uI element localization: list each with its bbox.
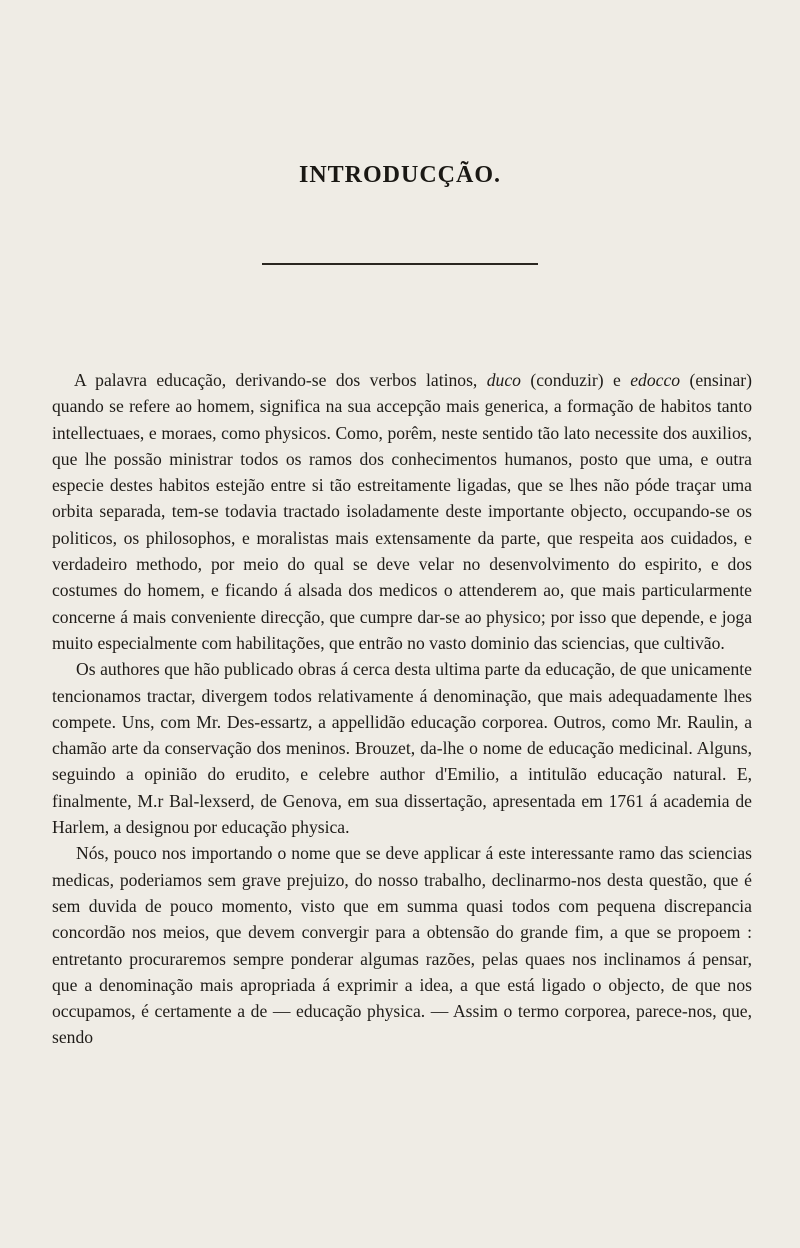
text-run: Os authores que hão publicado obras á cerca desta ultima parte da educação, de que unicamente tencionamos tractar, divergem todos relativamente á denominação, que mais adequadamente lhes compete. Uns, com Mr. Des-essartz, a appellidão educação corporea. Outros, como Mr. Raulin, a chamão arte da conservação dos meninos. Brouzet, da-lhe o nome de educação medicinal. Alguns, seguindo a opinião do erudito, e celebre author d'Emilio, a intitulão educação natural. E, finalmente, M.r Bal-lexserd, de Genova, em sua dissertação, apresentada em 1761 á academia de Harlem, a designou por educação physica. [52, 659, 752, 838]
text-run: (ensinar) quando se refere ao homem, significa na sua accepção mais generica, a formação de habitos tanto intellectuaes, e moraes, como physicos. Como, porêm, neste sentido tão lato necessite dos auxilios, que lhe possão ministrar todos os ramos dos conhecimentos humanos, posto que uma, e outra especie destes habitos estejão entre si tão estreitamente ligadas, que se lhes não póde traçar uma orbita separada, tem-se todavia tractado isoladamente deste importante objecto, occupando-se os politicos, os philosophos, e moralistas mais extensamente da parte, que respeita aos cuidados, e verdadeiro methodo, por meio do qual se deve velar no desenvolvimento do espirito, e dos costumes do homem, e ficando á alsada dos medicos o attenderem ao, que mais particularmente concerne á mais conveniente direcção, que cumpre dar-se ao physico; por isso que depende, e joga muito especialmente com habilitações, que entrão no vasto dominio das sciencias, que cultivão. [52, 370, 752, 653]
text-run: (conduzir) e [520, 370, 631, 390]
text-run: A palavra educação, derivando-se dos verbos latinos, [74, 370, 487, 390]
title-divider [262, 263, 538, 265]
body-text [52, 367, 752, 1051]
page-title: INTRODUCÇÃO. [298, 162, 501, 188]
italic-term: duco [486, 370, 521, 390]
italic-term: edocco [630, 370, 681, 390]
text-run: Nós, pouco nos importando o nome que se deve applicar á este interessante ramo das sciencias medicas, poderiamos sem grave prejuizo, do nosso trabalho, declinarmo-nos desta questão, que é sem duvida de pouco momento, visto que em summa quasi todos com pequena discrepancia concordão nos meios, que devem convergir para a obtensão do grande fim, a que se propoem : entretanto procuraremos sempre ponderar algumas razões, pelas quaes nos inclinamos á pensar, que a denominação mais apropriada á exprimir a idea, a que está ligado o objecto, de que nos occupamos, é certamente a de — educação physica. — Assim o termo corporea, parece-nos, que, sendo [52, 843, 752, 1048]
paragraph [52, 367, 752, 656]
paragraph [52, 840, 752, 1050]
paragraph [52, 656, 752, 840]
